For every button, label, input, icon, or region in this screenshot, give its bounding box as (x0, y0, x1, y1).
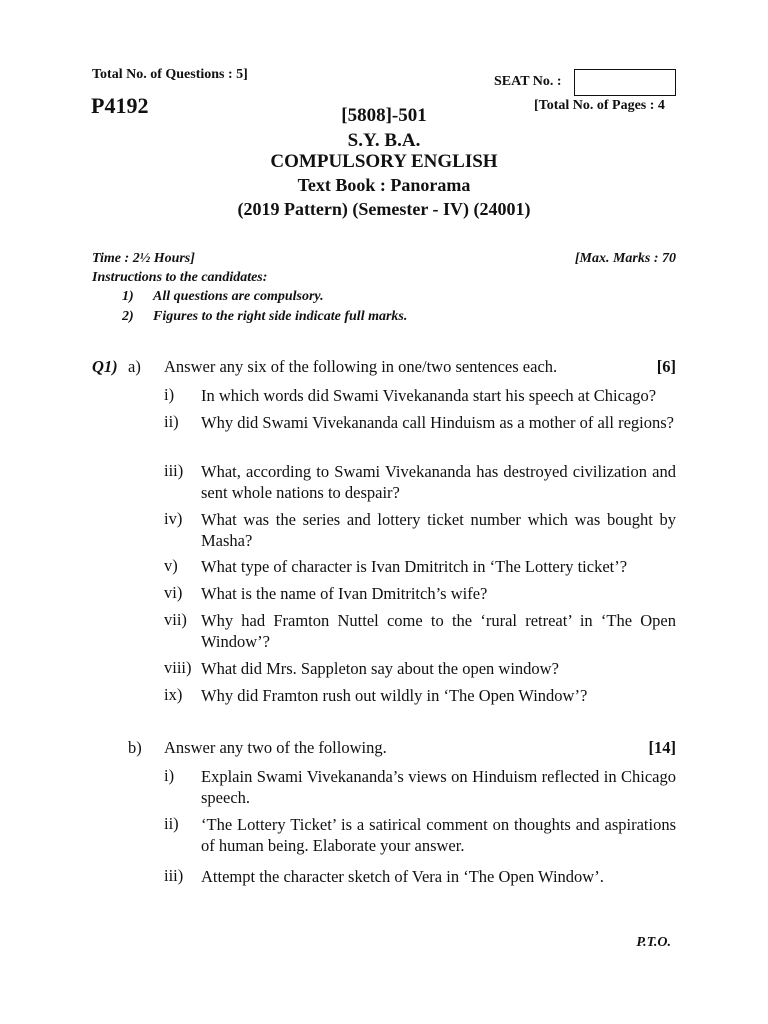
subquestion-text: What is the name of Ivan Dmitritch’s wife? (201, 584, 488, 603)
paper-code: P4192 (91, 93, 149, 118)
seat-number-box[interactable] (574, 69, 676, 96)
subquestion-number: vii) (164, 610, 187, 629)
part-a-instruction: Answer any six of the following in one/two sentences each. (164, 357, 558, 376)
subquestion-number: ii) (164, 814, 179, 833)
subquestion-number: i) (164, 385, 175, 404)
max-marks: [Max. Marks : 70 (574, 251, 676, 266)
subquestion-number: iv) (164, 509, 183, 528)
subquestion-text: In which words did Swami Vivekananda start his speech at Chicago? (201, 386, 657, 405)
part-a-marks: [6] (656, 357, 676, 376)
subquestion-number: iii) (164, 866, 184, 885)
course-title: S.Y. B.A. (347, 130, 421, 151)
exam-code: [5808]-501 (341, 105, 427, 126)
subquestion-number: ii) (164, 412, 179, 431)
instruction-number: 2) (122, 309, 134, 324)
instruction-number: 1) (122, 289, 134, 304)
instruction-text: All questions are compulsory. (153, 289, 324, 304)
subquestion-number: v) (164, 556, 178, 575)
subquestion-number: iii) (164, 461, 184, 480)
part-a-label: a) (128, 357, 141, 376)
question-label: Q1) (92, 357, 118, 376)
instruction-text: Figures to the right side indicate full marks. (153, 309, 408, 324)
exam-time: Time : 2½ Hours] (92, 251, 195, 266)
subquestion-text: ‘The Lottery Ticket’ is a satirical comment on thoughts and aspirations of human being. Elaborate your answer. (201, 815, 676, 855)
subquestion-number: ix) (164, 685, 183, 704)
subquestion-text: What type of character is Ivan Dmitritch in ‘The Lottery ticket’? (201, 557, 628, 576)
instructions-title: Instructions to the candidates: (92, 270, 268, 285)
please-turn-over: P.T.O. (636, 935, 671, 950)
seat-number-label: SEAT No. : (494, 74, 562, 89)
subquestion-text: What was the series and lottery ticket number which was bought by Masha? (201, 510, 676, 550)
subquestion-text: Attempt the character sketch of Vera in ‘The Open Window’. (201, 867, 604, 886)
subject-title: COMPULSORY ENGLISH (270, 151, 498, 172)
subquestion-text: Why had Framton Nuttel come to the ‘rural retreat’ in ‘The Open Window’? (201, 611, 676, 651)
subquestion-number: viii) (164, 658, 192, 677)
subquestion-text: Explain Swami Vivekananda’s views on Hinduism reflected in Chicago speech. (201, 767, 676, 807)
subquestion-text: Why did Framton rush out wildly in ‘The Open Window’? (201, 686, 588, 705)
exam-pattern: (2019 Pattern) (Semester - IV) (24001) (237, 199, 531, 219)
subquestion-text: Why did Swami Vivekananda call Hinduism as a mother of all regions? (201, 413, 674, 432)
part-b-instruction: Answer any two of the following. (164, 738, 387, 757)
total-questions: Total No. of Questions : 5] (92, 67, 248, 82)
subquestion-text: What, according to Swami Vivekananda has destroyed civilization and sent whole nations to despair? (201, 462, 676, 502)
subquestion-number: i) (164, 766, 175, 785)
textbook-title: Text Book : Panorama (297, 175, 471, 195)
part-b-marks: [14] (648, 738, 676, 757)
subquestion-number: vi) (164, 583, 183, 602)
subquestion-text: What did Mrs. Sappleton say about the open window? (201, 659, 559, 678)
total-pages: [Total No. of Pages : 4 (534, 98, 665, 113)
part-b-label: b) (128, 738, 142, 757)
